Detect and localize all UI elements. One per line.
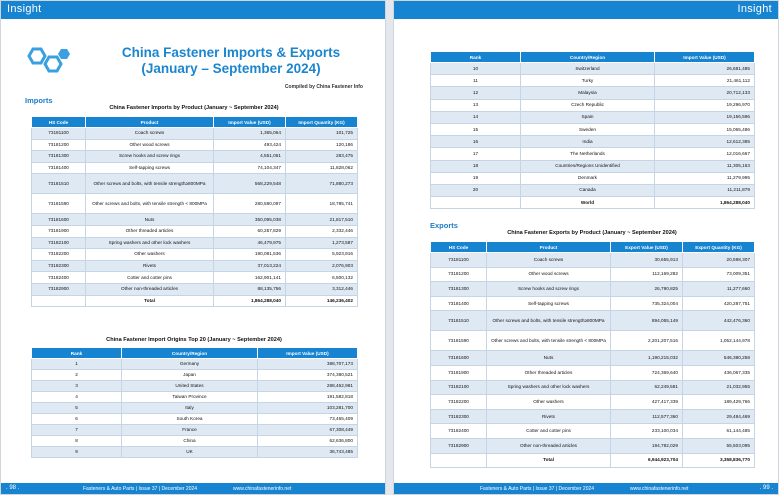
table-cell: 73181510 bbox=[32, 174, 86, 194]
section-label-right: Insight bbox=[737, 3, 772, 15]
table-row bbox=[32, 381, 358, 392]
table-cell: 73,465,409 bbox=[258, 414, 358, 425]
table-cell: 194,782,029 bbox=[611, 438, 683, 453]
table-cell: 9 bbox=[32, 447, 122, 458]
table-cell: Nuts bbox=[487, 351, 611, 366]
total-cell: Total bbox=[86, 295, 214, 307]
table-cell: Cotter and cotter pins bbox=[487, 424, 611, 439]
total-cell: 6,944,923,704 bbox=[611, 453, 683, 468]
table-row bbox=[431, 365, 755, 380]
table-cell: 21,032,955 bbox=[683, 380, 755, 395]
table-cell: 73182300 bbox=[32, 260, 86, 272]
table-cell: Spain bbox=[521, 111, 655, 123]
table-cell: 120,186 bbox=[286, 139, 358, 151]
table-cell: 5,923,916 bbox=[286, 249, 358, 261]
table-cell: 73181590 bbox=[431, 331, 487, 351]
total-row bbox=[32, 295, 358, 307]
table-row bbox=[431, 424, 755, 439]
table-cell: Self-tapping screws bbox=[86, 162, 214, 174]
table-row bbox=[32, 249, 358, 261]
imports-table-caption: China Fastener Imports by Product (January ~ September 2024) bbox=[109, 105, 279, 111]
table-cell: 13 bbox=[431, 99, 521, 111]
total-cell bbox=[431, 453, 487, 468]
table-row bbox=[431, 123, 755, 135]
footer-issue-right: Fasteners & Auto Parts | Issue 37 | December 2024 bbox=[480, 486, 595, 492]
table-cell: 37,013,224 bbox=[214, 260, 286, 272]
table-cell: 420,287,751 bbox=[683, 296, 755, 311]
table-cell: 11,277,660 bbox=[683, 282, 755, 297]
table-cell: 568,229,548 bbox=[214, 174, 286, 194]
table-cell: 735,324,004 bbox=[611, 296, 683, 311]
table-row bbox=[431, 160, 755, 172]
column-header: Import Value (USD) bbox=[655, 52, 755, 63]
table-cell: 73182200 bbox=[32, 249, 86, 261]
footer-issue-left: Fasteners & Auto Parts | Issue 37 | December 2024 bbox=[83, 486, 198, 492]
total-cell: Total bbox=[487, 453, 611, 468]
table-cell: Screw hooks and screw rings bbox=[487, 282, 611, 297]
table-cell: Czech Republic bbox=[521, 99, 655, 111]
table-row bbox=[32, 359, 358, 370]
table-cell: 427,417,339 bbox=[611, 395, 683, 410]
table-row bbox=[32, 214, 358, 226]
table-cell: 19,296,970 bbox=[655, 99, 755, 111]
table-cell: Other screws and bolts, with tensile strength < 800MPa bbox=[487, 331, 611, 351]
table-cell: 73182200 bbox=[431, 395, 487, 410]
table-cell: Coach screws bbox=[487, 253, 611, 268]
total-cell: 146,236,402 bbox=[286, 295, 358, 307]
table-cell: 30,655,913 bbox=[611, 253, 683, 268]
table-row bbox=[32, 174, 358, 194]
table-row bbox=[431, 99, 755, 111]
table-cell: 436,067,335 bbox=[683, 365, 755, 380]
table-cell: 724,369,640 bbox=[611, 365, 683, 380]
table-row bbox=[431, 111, 755, 123]
table-cell: 6,500,132 bbox=[286, 272, 358, 284]
table-cell: 12 bbox=[431, 87, 521, 99]
table-cell: 73,009,351 bbox=[683, 267, 755, 282]
table-cell: 11,828,062 bbox=[286, 162, 358, 174]
table-row bbox=[32, 260, 358, 272]
table-cell: Italy bbox=[122, 403, 258, 414]
table-cell: 191,582,818 bbox=[258, 392, 358, 403]
table-cell: 288,462,981 bbox=[258, 381, 358, 392]
table-cell: Other washers bbox=[487, 395, 611, 410]
table-row bbox=[431, 184, 755, 196]
table-cell: 88,135,756 bbox=[214, 283, 286, 295]
table-row bbox=[32, 403, 358, 414]
table-cell: 61,144,485 bbox=[683, 424, 755, 439]
table-cell: Canada bbox=[521, 184, 655, 196]
table-row bbox=[32, 139, 358, 151]
table-row bbox=[431, 63, 755, 75]
column-header: Export Value (USD) bbox=[611, 242, 683, 253]
import-origins-table bbox=[31, 347, 358, 458]
table-cell: United States bbox=[122, 381, 258, 392]
table-cell: 73181300 bbox=[32, 151, 86, 163]
column-header: Product bbox=[487, 242, 611, 253]
table-row bbox=[32, 225, 358, 237]
table-cell: 55,503,095 bbox=[683, 438, 755, 453]
import-origins-continued-table bbox=[430, 51, 755, 209]
table-cell: Germany bbox=[122, 359, 258, 370]
table-row bbox=[32, 283, 358, 295]
column-header: Import Value (USD) bbox=[214, 117, 286, 128]
table-row bbox=[32, 414, 358, 425]
table-cell: 4,551,061 bbox=[214, 151, 286, 163]
table-cell: India bbox=[521, 136, 655, 148]
table-cell: 103,281,700 bbox=[258, 403, 358, 414]
total-cell: World bbox=[521, 197, 655, 209]
table-row bbox=[32, 392, 358, 403]
compiled-by: Compiled by China Fastener Info bbox=[284, 84, 363, 90]
table-cell: Turky bbox=[521, 75, 655, 87]
table-cell: 12,016,667 bbox=[655, 148, 755, 160]
table-cell: 20,712,133 bbox=[655, 87, 755, 99]
table-cell: China bbox=[122, 436, 258, 447]
total-cell: 3,358,836,770 bbox=[683, 453, 755, 468]
column-header: HS Code bbox=[32, 117, 86, 128]
table-cell: 7 bbox=[32, 425, 122, 436]
table-cell: 73181600 bbox=[32, 214, 86, 226]
table-row bbox=[32, 272, 358, 284]
table-cell: Other threaded articles bbox=[487, 365, 611, 380]
table-row bbox=[32, 162, 358, 174]
table-cell: Other wood screws bbox=[86, 139, 214, 151]
table-cell: 73181510 bbox=[431, 311, 487, 331]
table-row bbox=[32, 194, 358, 214]
footer-site-left: www.chinafastenerinfo.net bbox=[233, 486, 292, 492]
table-cell: 21,461,112 bbox=[655, 75, 755, 87]
table-cell: Taiwan Province bbox=[122, 392, 258, 403]
table-cell: Coach screws bbox=[86, 128, 214, 140]
table-cell: 29,484,469 bbox=[683, 409, 755, 424]
table-row bbox=[431, 87, 755, 99]
table-cell: Spring washers and other lock washers bbox=[86, 237, 214, 249]
table-cell: 12,612,385 bbox=[655, 136, 755, 148]
column-header: Rank bbox=[32, 348, 122, 359]
table-cell: 46,479,975 bbox=[214, 237, 286, 249]
table-cell: 3,312,446 bbox=[286, 283, 358, 295]
table-row bbox=[431, 282, 755, 297]
exports-by-product-table bbox=[430, 241, 755, 468]
table-cell: 18 bbox=[431, 160, 521, 172]
table-cell: Rivets bbox=[86, 260, 214, 272]
table-cell: Cotter and cotter pins bbox=[86, 272, 214, 284]
table-cell: 73181400 bbox=[32, 162, 86, 174]
header-bar-left bbox=[1, 1, 385, 19]
table-cell: Self-tapping screws bbox=[487, 296, 611, 311]
table-cell: Other non-threaded articles bbox=[487, 438, 611, 453]
table-cell: 1,052,144,978 bbox=[683, 331, 755, 351]
table-cell: 1,273,587 bbox=[286, 237, 358, 249]
table-row bbox=[431, 75, 755, 87]
table-cell: Nuts bbox=[86, 214, 214, 226]
right-page bbox=[393, 0, 779, 495]
left-page bbox=[0, 0, 386, 495]
table-cell: 73181200 bbox=[431, 267, 487, 282]
imports-by-product-table bbox=[31, 116, 358, 307]
table-cell: 73182900 bbox=[431, 438, 487, 453]
table-cell: 233,100,034 bbox=[611, 424, 683, 439]
hexagon-logo-icon bbox=[25, 43, 73, 79]
table-cell: 17 bbox=[431, 148, 521, 160]
table-cell: Screw hooks and screw rings bbox=[86, 151, 214, 163]
table-cell: Other screws and bolts, with tensile strength≥800MPa bbox=[487, 311, 611, 331]
table-cell: 112,169,282 bbox=[611, 267, 683, 282]
table-cell: 11,305,163 bbox=[655, 160, 755, 172]
table-cell: 3 bbox=[32, 381, 122, 392]
table-cell: Japan bbox=[122, 370, 258, 381]
table-cell: Malaysia bbox=[521, 87, 655, 99]
table-cell: UK bbox=[122, 447, 258, 458]
table-cell: 11,279,995 bbox=[655, 172, 755, 184]
table-cell: 493,424 bbox=[214, 139, 286, 151]
table-cell: 73181200 bbox=[32, 139, 86, 151]
table-row bbox=[431, 253, 755, 268]
table-cell: 73181590 bbox=[32, 194, 86, 214]
table-cell: Rivets bbox=[487, 409, 611, 424]
header-bar-right bbox=[394, 1, 778, 19]
table-cell: 26,790,825 bbox=[611, 282, 683, 297]
table-row bbox=[431, 311, 755, 331]
table-cell: 546,380,258 bbox=[683, 351, 755, 366]
table-cell: 73181100 bbox=[431, 253, 487, 268]
table-cell: 73181600 bbox=[431, 351, 487, 366]
table-cell: Other screws and bolts, with tensile strength < 800MPa bbox=[86, 194, 214, 214]
table-cell: 2,076,903 bbox=[286, 260, 358, 272]
table-cell: Other threaded articles bbox=[86, 225, 214, 237]
table-cell: 73182100 bbox=[431, 380, 487, 395]
table-cell: 62,249,581 bbox=[611, 380, 683, 395]
table-row bbox=[431, 351, 755, 366]
total-cell: 1,864,288,040 bbox=[655, 197, 755, 209]
column-header: Import Value (USD) bbox=[258, 348, 358, 359]
table-cell: Countries/Regions Unidentified bbox=[521, 160, 655, 172]
table-cell: 73182100 bbox=[32, 237, 86, 249]
column-header: HS Code bbox=[431, 242, 487, 253]
table-cell: 74,104,347 bbox=[214, 162, 286, 174]
table-cell: 20 bbox=[431, 184, 521, 196]
table-cell: 1,365,064 bbox=[214, 128, 286, 140]
table-cell: 1 bbox=[32, 359, 122, 370]
column-header: Rank bbox=[431, 52, 521, 63]
table-cell: Other screws and bolts, with tensile strength≥800MPa bbox=[86, 174, 214, 194]
table-cell: 20,598,307 bbox=[683, 253, 755, 268]
table-cell: 16 bbox=[431, 136, 521, 148]
title-line-2: (January – September 2024) bbox=[141, 61, 321, 76]
table-cell: 101,725 bbox=[286, 128, 358, 140]
table-cell: 112,577,360 bbox=[611, 409, 683, 424]
table-row bbox=[32, 237, 358, 249]
table-cell: Sweden bbox=[521, 123, 655, 135]
table-cell: 2,332,446 bbox=[286, 225, 358, 237]
exports-heading: Exports bbox=[430, 221, 458, 230]
table-cell: 71,880,273 bbox=[286, 174, 358, 194]
table-cell: 73181900 bbox=[431, 365, 487, 380]
table-cell: 11,211,879 bbox=[655, 184, 755, 196]
table-cell: 15,065,486 bbox=[655, 123, 755, 135]
table-row bbox=[431, 172, 755, 184]
table-cell: 62,636,800 bbox=[258, 436, 358, 447]
page-title bbox=[81, 45, 381, 77]
column-header: Import Quantity (KG) bbox=[286, 117, 358, 128]
table-cell: 189,429,766 bbox=[683, 395, 755, 410]
table-cell: France bbox=[122, 425, 258, 436]
table-row bbox=[32, 370, 358, 381]
table-row bbox=[431, 380, 755, 395]
table-cell: 15 bbox=[431, 123, 521, 135]
table-cell: 26,681,485 bbox=[655, 63, 755, 75]
table-cell: 73181900 bbox=[32, 225, 86, 237]
table-row bbox=[431, 438, 755, 453]
table-row bbox=[32, 447, 358, 458]
footer-bar-left bbox=[1, 483, 385, 494]
table-cell: 8 bbox=[32, 436, 122, 447]
table-cell: 73181300 bbox=[431, 282, 487, 297]
table-cell: 14 bbox=[431, 111, 521, 123]
table-row bbox=[32, 151, 358, 163]
table-cell: 283,475 bbox=[286, 151, 358, 163]
table-row bbox=[431, 296, 755, 311]
table-cell: South Korea bbox=[122, 414, 258, 425]
column-header: Export Quantity (KG) bbox=[683, 242, 755, 253]
total-row bbox=[431, 453, 755, 468]
table-cell: Other wood screws bbox=[487, 267, 611, 282]
table-cell: Other washers bbox=[86, 249, 214, 261]
table-cell: 6 bbox=[32, 414, 122, 425]
table-cell: 73181100 bbox=[32, 128, 86, 140]
table-cell: 280,580,097 bbox=[214, 194, 286, 214]
table-cell: 442,476,360 bbox=[683, 311, 755, 331]
table-cell: 5 bbox=[32, 403, 122, 414]
footer-bar-right bbox=[394, 483, 778, 494]
table-cell: The Netherlands bbox=[521, 148, 655, 160]
section-label-left: Insight bbox=[7, 3, 42, 15]
table-row bbox=[431, 395, 755, 410]
column-header: Country/Region bbox=[521, 52, 655, 63]
table-cell: Denmark bbox=[521, 172, 655, 184]
table-cell: 73182400 bbox=[32, 272, 86, 284]
table-cell: 190,081,536 bbox=[214, 249, 286, 261]
table-cell: 73181400 bbox=[431, 296, 487, 311]
footer-site-right: www.chinafastenerinfo.net bbox=[630, 486, 689, 492]
imports-heading: Imports bbox=[25, 96, 53, 105]
table-cell: 894,055,149 bbox=[611, 311, 683, 331]
table-cell: 19,156,596 bbox=[655, 111, 755, 123]
table-cell: Spring washers and other lock washers bbox=[487, 380, 611, 395]
table-row bbox=[431, 267, 755, 282]
table-cell: 11 bbox=[431, 75, 521, 87]
table-cell: 36,743,485 bbox=[258, 447, 358, 458]
table-cell: 2 bbox=[32, 370, 122, 381]
table-cell: 2,201,207,516 bbox=[611, 331, 683, 351]
total-cell bbox=[32, 295, 86, 307]
table-cell: 60,257,829 bbox=[214, 225, 286, 237]
table-row bbox=[431, 148, 755, 160]
table-cell: 19 bbox=[431, 172, 521, 184]
table-cell: 374,380,521 bbox=[258, 370, 358, 381]
table-row bbox=[431, 136, 755, 148]
table-row bbox=[32, 425, 358, 436]
table-cell: 18,785,741 bbox=[286, 194, 358, 214]
table-row bbox=[32, 128, 358, 140]
total-row bbox=[431, 197, 755, 209]
total-cell bbox=[431, 197, 521, 209]
page-gutter bbox=[386, 0, 393, 495]
table-cell: Other non-threaded articles bbox=[86, 283, 214, 295]
title-line-1: China Fastener Imports & Exports bbox=[121, 45, 341, 60]
table-row bbox=[32, 436, 358, 447]
page-number-left: . 98 . bbox=[6, 485, 20, 491]
table-row bbox=[431, 331, 755, 351]
table-cell: 73182900 bbox=[32, 283, 86, 295]
page-number-right: . 99 . bbox=[759, 485, 773, 491]
table-cell: 388,707,173 bbox=[258, 359, 358, 370]
table-row bbox=[431, 409, 755, 424]
table-cell: 350,095,038 bbox=[214, 214, 286, 226]
exports-table-caption: China Fastener Exports by Product (January ~ September 2024) bbox=[507, 230, 677, 236]
table-cell: Switzerland bbox=[521, 63, 655, 75]
table-cell: 4 bbox=[32, 392, 122, 403]
table-cell: 73182400 bbox=[431, 424, 487, 439]
table-cell: 67,308,449 bbox=[258, 425, 358, 436]
column-header: Country/Region bbox=[122, 348, 258, 359]
table-cell: 73182300 bbox=[431, 409, 487, 424]
table-cell: 1,190,215,032 bbox=[611, 351, 683, 366]
total-cell: 1,864,288,040 bbox=[214, 295, 286, 307]
table-cell: 10 bbox=[431, 63, 521, 75]
origins-table-caption: China Fastener Import Origins Top 20 (January ~ September 2024) bbox=[106, 337, 282, 343]
table-cell: 162,901,141 bbox=[214, 272, 286, 284]
table-cell: 21,817,510 bbox=[286, 214, 358, 226]
column-header: Product bbox=[86, 117, 214, 128]
